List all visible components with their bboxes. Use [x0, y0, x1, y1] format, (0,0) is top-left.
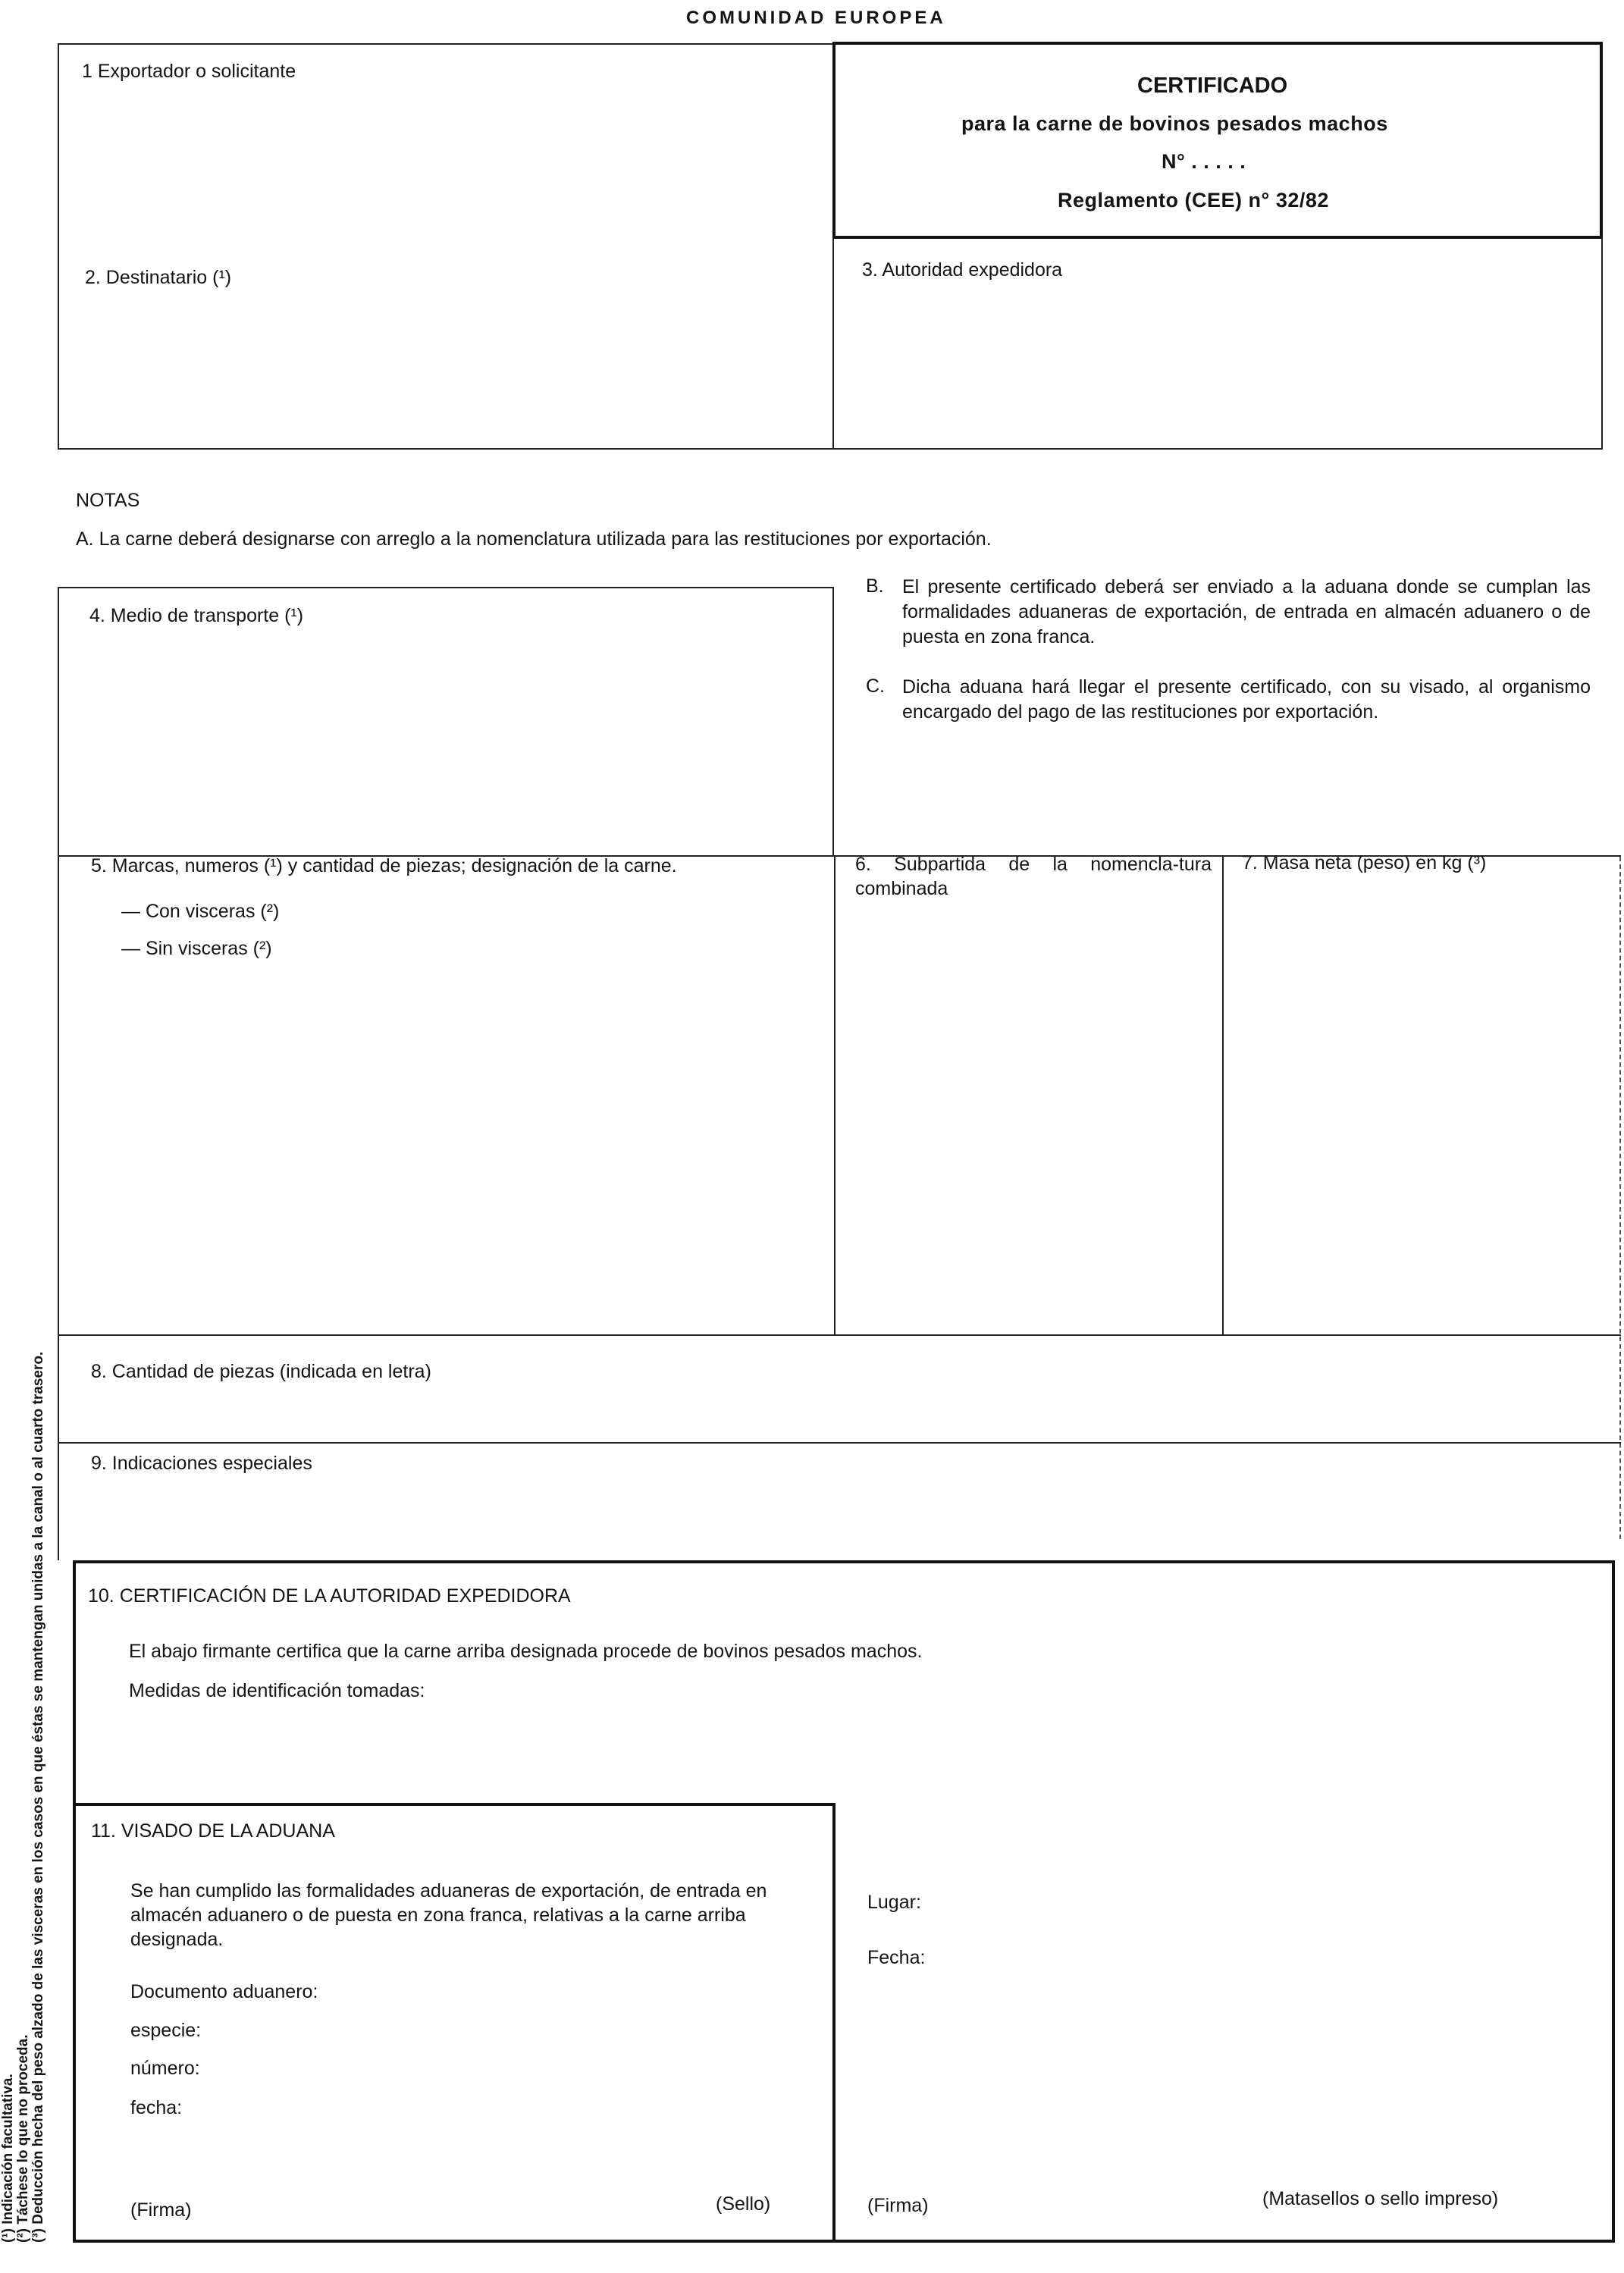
certificate-regulation: Reglamento (CEE) n° 32/82: [1058, 189, 1329, 212]
box-4-label: 4. Medio de transporte (¹): [89, 605, 304, 626]
note-c-marker: C.: [866, 676, 885, 697]
box-11-fecha: fecha:: [130, 2097, 183, 2118]
box-9-top-line: [58, 1442, 1621, 1444]
header-title: COMUNIDAD EUROPEA: [686, 8, 946, 28]
box-11-numero: número:: [130, 2058, 200, 2079]
box-7-label: 7. Masa neta (peso) en kg (³): [1242, 852, 1487, 873]
note-b-marker: B.: [866, 575, 884, 597]
box-11-label: 11. VISADO DE LA ADUANA: [91, 1820, 335, 1842]
right-lugar: Lugar:: [867, 1892, 921, 1913]
box-5-option-sin[interactable]: — Sin visceras (²): [121, 938, 272, 959]
box-9-label: 9. Indicaciones especiales: [91, 1453, 312, 1474]
right-fecha: Fecha:: [867, 1947, 926, 1968]
box-11-especie: especie:: [130, 2020, 202, 2041]
box-11-firma[interactable]: (Firma): [130, 2199, 192, 2221]
box-5-option-con[interactable]: — Con visceras (²): [121, 901, 280, 922]
certificate-subtitle: para la carne de bovinos pesados machos: [961, 112, 1388, 135]
note-a: A. La carne deberá designarse con arreglo a la nomenclatura utilizada para las restituciones por exportación.: [76, 528, 992, 550]
box-10-label: 10. CERTIFICACIÓN DE LA AUTORIDAD EXPEDIDORA: [88, 1585, 571, 1607]
box-6-label: 6. Subpartida de la nomencla-tura combinada: [855, 854, 1212, 899]
box-8-label: 8. Cantidad de piezas (indicada en letra): [91, 1361, 431, 1382]
box-11-documento: Documento aduanero:: [130, 1981, 318, 2002]
box-3-label: 3. Autoridad expedidora: [862, 259, 1063, 281]
box-5-label: 5. Marcas, numeros (¹) y cantidad de piezas; designación de la carne.: [91, 855, 677, 876]
footnote-3: (³) Deducción hecha del peso alzado de las visceras en los casos en que éstas se mantengan unidas a la canal o al cuarto trasero.: [30, 1351, 46, 2243]
note-b-text: El presente certificado deberá ser enviado a la aduana donde se cumplan las formalidades aduaneras de exportación, de entrada en almacén aduanero o de puesta en zona franca.: [902, 576, 1591, 647]
box-2-label: 2. Destinatario (¹): [85, 267, 232, 288]
footnote-1: (¹) Indicación facultativa.: [0, 2074, 16, 2243]
box-10-line1: El abajo firmante certifica que la carne arriba designada procede de bovinos pesados machos.: [129, 1641, 923, 1662]
right-firma[interactable]: (Firma): [867, 2195, 929, 2216]
note-c-text: Dicha aduana hará llegar el presente certificado, con su visado, al organismo encargado del pago de las restituciones por exportación.: [902, 676, 1591, 723]
box-11-text: Se han cumplido las formalidades aduaneras de exportación, de entrada en almacén aduanero o de puesta en zona franca, relativas a la carne arriba designada.: [130, 1880, 767, 1950]
certificate-title: CERTIFICADO: [1137, 74, 1288, 98]
main-left-border: [58, 855, 59, 1560]
box-6-7-divider: [1222, 857, 1224, 1334]
box-4-medio-transporte[interactable]: [58, 587, 834, 857]
notes-heading: NOTAS: [76, 490, 140, 511]
right-matasellos[interactable]: (Matasellos o sello impreso): [1262, 2188, 1499, 2209]
box-11-sello[interactable]: (Sello): [716, 2193, 771, 2215]
footnote-2: (²) Táchese lo que no proceda.: [15, 2034, 31, 2243]
box-5-6-divider: [834, 857, 836, 1334]
box-2-3-divider: [832, 239, 834, 450]
right-edge-dashed: [1619, 857, 1621, 1539]
certificate-number: N° . . . . .: [1162, 150, 1246, 173]
box-8-top-line: [58, 1334, 1621, 1336]
box-1-label: 1 Exportador o solicitante: [82, 61, 296, 82]
box-10-line2: Medidas de identificación tomadas:: [129, 1680, 425, 1701]
top-grid-lower: [58, 237, 1603, 450]
